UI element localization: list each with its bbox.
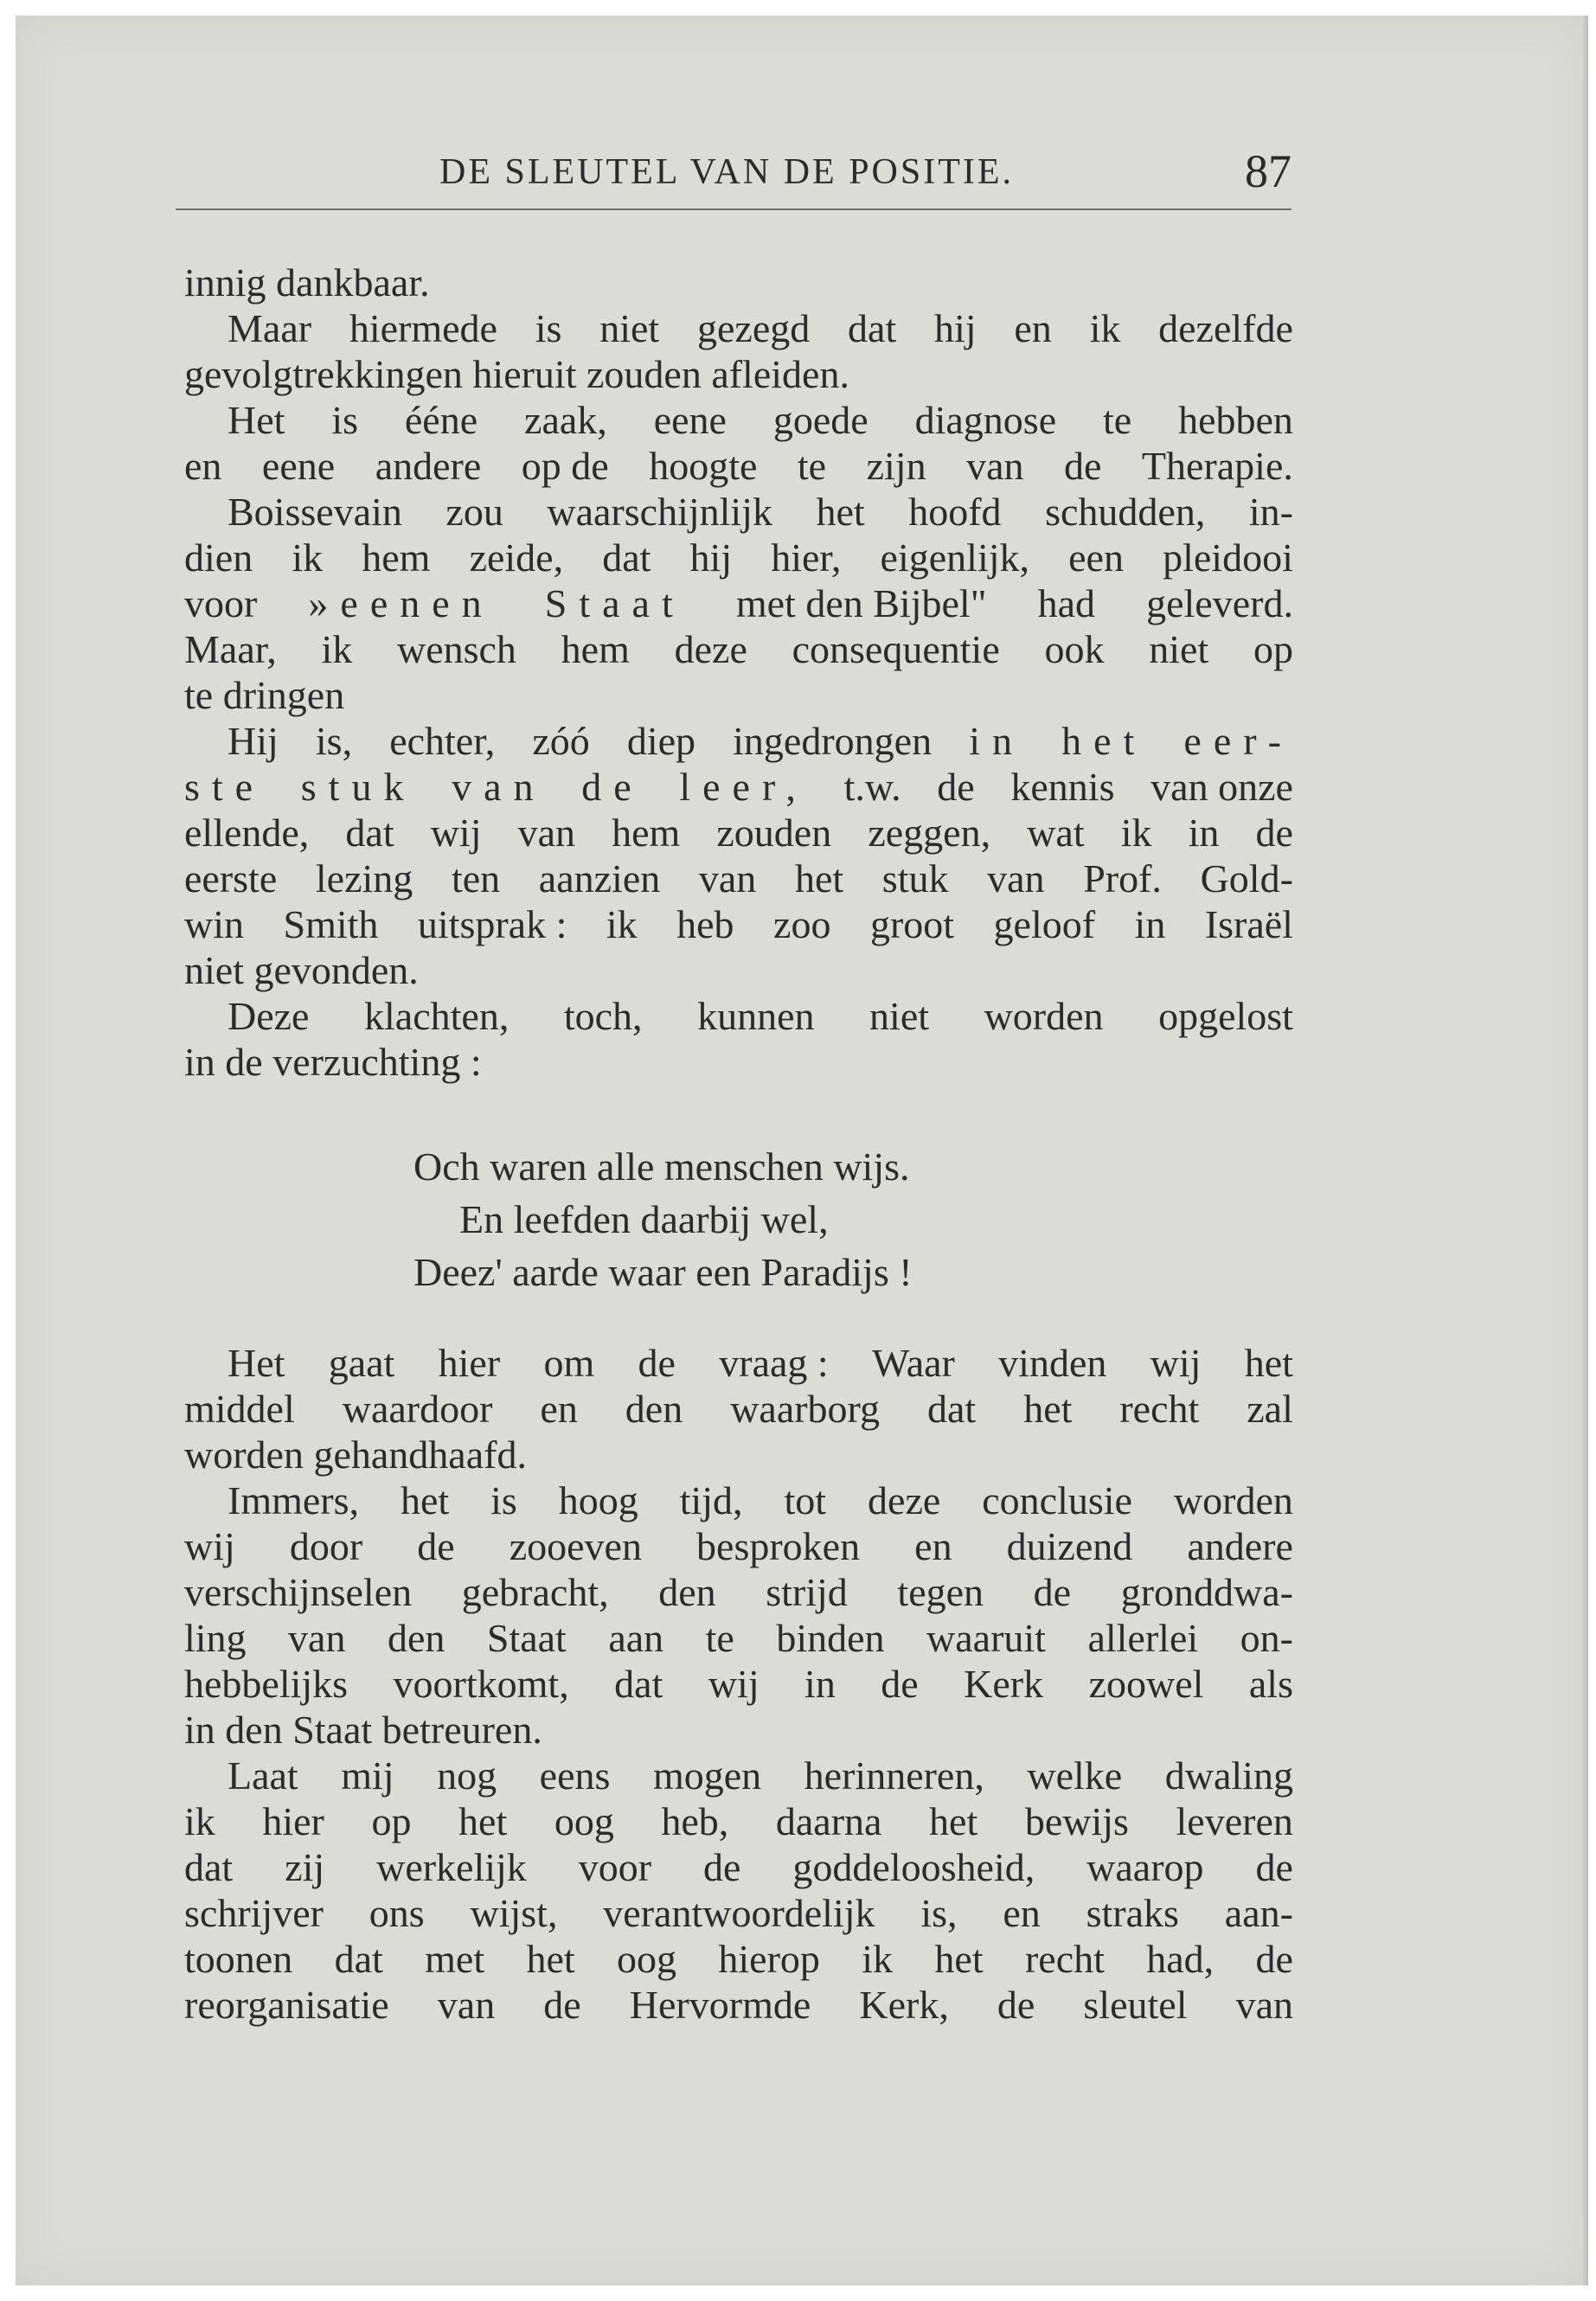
text-line — [184, 443, 1293, 489]
word: Kerk — [964, 1662, 1044, 1706]
word: geleverd. — [1146, 581, 1293, 625]
word: t.w. — [843, 765, 901, 809]
word: hoofd — [908, 490, 1002, 534]
word: eene — [653, 398, 727, 442]
text-line — [184, 626, 1293, 672]
word: hoog — [558, 1478, 638, 1522]
word: ling — [184, 1616, 247, 1660]
word: de — [1033, 1570, 1072, 1614]
word: gebracht, — [461, 1570, 609, 1614]
word: van — [1235, 1983, 1293, 2027]
word: te — [705, 1616, 734, 1660]
word: waarop — [1086, 1845, 1204, 1889]
word: Israël — [1204, 902, 1293, 946]
word: den — [658, 1570, 716, 1614]
word: binden — [776, 1616, 885, 1660]
word: Het — [228, 1341, 285, 1385]
paragraph — [184, 397, 1293, 489]
word: straks — [1086, 1891, 1179, 1935]
word: Smith — [283, 902, 379, 946]
word: ik — [1120, 811, 1152, 855]
word: van — [437, 1983, 496, 2027]
text-line — [184, 810, 1293, 856]
word: opgelost — [1158, 994, 1293, 1038]
paragraph — [184, 305, 1293, 397]
word: hij — [689, 535, 733, 580]
paragraph — [184, 260, 1293, 305]
word: het — [1244, 1341, 1293, 1385]
word: wensch — [396, 627, 516, 671]
word: de — [881, 1662, 919, 1706]
word: bewijs — [1024, 1799, 1129, 1843]
word: de — [1064, 444, 1102, 488]
word: win — [184, 902, 244, 946]
word: ik — [1089, 306, 1121, 350]
word: waardoor — [342, 1387, 493, 1431]
word: geloof — [993, 902, 1096, 946]
word: deze — [674, 627, 747, 671]
word: allerlei — [1087, 1616, 1199, 1660]
verse-line: Och waren alle menschen wijs. — [413, 1144, 910, 1189]
word: hiermede — [349, 306, 497, 350]
word: de — [937, 765, 975, 809]
word: ons — [369, 1891, 425, 1935]
word: en — [1003, 1891, 1041, 1935]
word: op de — [521, 444, 609, 488]
word: hier — [262, 1799, 324, 1843]
word: gevolgtrekkingen hieruit zouden afleiden. — [184, 352, 849, 396]
word: diagnose — [914, 398, 1057, 442]
paragraph — [184, 1340, 1293, 1477]
word: zoo — [773, 902, 831, 946]
word: het — [816, 490, 865, 534]
word: stuk — [300, 765, 416, 809]
word: middel — [184, 1387, 295, 1431]
word: Therapie. — [1141, 444, 1293, 488]
word: het — [929, 1799, 978, 1843]
word: on- — [1240, 1616, 1293, 1660]
text-line — [184, 351, 1293, 397]
word: de — [638, 1341, 676, 1385]
word: »eenen — [308, 581, 494, 625]
word: en — [184, 444, 222, 488]
word: hem — [561, 627, 630, 671]
word: in- — [1248, 490, 1293, 534]
word: niet — [869, 994, 930, 1038]
word: om — [543, 1341, 595, 1385]
word: ingedrongen — [733, 719, 933, 763]
word: niet — [1149, 627, 1209, 671]
text-line — [184, 1936, 1293, 1982]
word: besproken — [696, 1524, 861, 1568]
word: ellende, — [184, 811, 310, 855]
word: tegen — [897, 1570, 984, 1614]
word: een — [1068, 535, 1124, 580]
paragraph — [184, 718, 1293, 993]
word: dat — [334, 1937, 383, 1981]
text-line — [184, 993, 1293, 1039]
word: innig dankbaar. — [184, 260, 430, 304]
book-page — [16, 16, 1588, 2285]
word: gaat — [328, 1341, 395, 1385]
word: het — [526, 1937, 575, 1981]
word: worden — [984, 994, 1104, 1038]
word: waaruit — [926, 1616, 1046, 1660]
word: het — [1061, 719, 1147, 763]
word: de — [1255, 1845, 1293, 1889]
word: schrijver — [184, 1891, 324, 1935]
word: de — [703, 1845, 741, 1889]
text-line — [184, 1982, 1293, 2028]
word: dien — [184, 535, 253, 580]
word: als — [1248, 1662, 1293, 1706]
word: zeggen, — [868, 811, 991, 855]
word: wij — [184, 1524, 235, 1568]
text-line — [184, 1340, 1293, 1386]
word: dat — [345, 811, 394, 855]
word: Maar — [228, 306, 312, 350]
text-line — [184, 1039, 1293, 1085]
word: recht — [1024, 1937, 1105, 1981]
word: Gold- — [1200, 856, 1293, 901]
word: Hij — [228, 719, 279, 763]
verse-line: En leefden daarbij wel, — [459, 1197, 829, 1241]
word: dwaling — [1164, 1753, 1293, 1798]
word: wij — [430, 811, 482, 855]
word: eigenlijk, — [880, 535, 1030, 580]
word: hierop — [718, 1937, 820, 1981]
word: stuk — [881, 856, 949, 901]
word: het — [934, 1937, 984, 1981]
word: niet — [599, 306, 660, 350]
paragraph — [184, 1753, 1293, 2028]
word: toonen — [184, 1937, 293, 1981]
word: is, — [315, 719, 353, 763]
word: schudden, — [1045, 490, 1206, 534]
word: zal — [1247, 1387, 1293, 1431]
word: Hervormde — [629, 1983, 811, 2027]
word: hem — [362, 535, 431, 580]
word: werkelijk — [376, 1845, 527, 1889]
word: zooeven — [509, 1524, 642, 1568]
word: lezing — [315, 856, 413, 901]
word: sleutel — [1083, 1983, 1188, 2027]
word: te — [1103, 398, 1132, 442]
word: hoogte — [649, 444, 758, 488]
word: zijn — [866, 444, 926, 488]
word: leveren — [1176, 1799, 1293, 1843]
word: voortkomt, — [393, 1662, 569, 1706]
word: ik — [292, 535, 324, 580]
word: voor — [578, 1845, 652, 1889]
word: de — [1255, 1937, 1293, 1981]
word: in de verzuchting : — [184, 1040, 482, 1084]
word: van — [698, 856, 757, 901]
page-number: 87 — [1245, 145, 1292, 197]
word: hij — [934, 306, 977, 350]
word: dezelfde — [1158, 306, 1293, 350]
word: reorganisatie — [184, 1983, 389, 2027]
word: gronddwa- — [1120, 1570, 1293, 1614]
word: het — [458, 1799, 508, 1843]
text-line — [184, 1386, 1293, 1432]
word: te — [797, 444, 827, 488]
word: van — [966, 444, 1024, 488]
word: waarborg — [730, 1387, 881, 1431]
text-line — [184, 718, 1293, 764]
word: diep — [626, 719, 696, 763]
word: niet gevonden. — [184, 948, 419, 992]
word: met — [425, 1937, 485, 1981]
word: deze — [868, 1478, 941, 1522]
word: klachten, — [364, 994, 510, 1038]
word: het — [794, 856, 844, 901]
word: leer, — [679, 765, 808, 809]
word: Prof. — [1083, 856, 1162, 901]
word: herinneren, — [804, 1753, 984, 1798]
word: eens — [539, 1753, 611, 1798]
word: zeide, — [469, 535, 564, 580]
word: zaak, — [524, 398, 607, 442]
paragraph — [184, 1477, 1293, 1753]
word: is, — [920, 1891, 958, 1935]
running-title: DE SLEUTEL VAN DE POSITIE. — [439, 152, 1015, 192]
text-line — [184, 1890, 1293, 1936]
word: hier, — [771, 535, 842, 580]
text-line — [184, 1753, 1293, 1798]
word: hebben — [1178, 398, 1293, 442]
word: goede — [772, 398, 869, 442]
page-header — [176, 141, 1292, 202]
paragraph — [184, 489, 1293, 718]
word: is — [490, 1478, 517, 1522]
text-line — [184, 580, 1293, 626]
word: Het — [228, 398, 285, 442]
word: dat — [602, 535, 651, 580]
word: welke — [1027, 1753, 1123, 1798]
word: Maar, — [184, 627, 277, 671]
word: ste — [184, 765, 266, 809]
header-rule — [176, 208, 1292, 210]
word: oog — [554, 1799, 614, 1843]
word: gezegd — [697, 306, 811, 350]
word: en — [540, 1387, 578, 1431]
word: den — [387, 1616, 445, 1660]
word: worden — [1173, 1478, 1293, 1522]
word: dat — [848, 306, 897, 350]
word: op — [1253, 627, 1293, 671]
word: tijd, — [679, 1478, 743, 1522]
word: oog — [617, 1937, 677, 1981]
word: ik — [184, 1799, 215, 1843]
word: daarna — [775, 1799, 882, 1843]
text-line — [184, 1798, 1293, 1844]
word: in — [804, 1662, 836, 1706]
word: wijst, — [470, 1891, 558, 1935]
word: tot — [784, 1478, 827, 1522]
word: is — [535, 306, 562, 350]
word: Staat — [544, 581, 685, 625]
text-line — [184, 1523, 1293, 1569]
word: mogen — [652, 1753, 762, 1798]
word: zou — [445, 490, 503, 534]
word: eer- — [1183, 719, 1293, 763]
verse-spacing — [184, 1298, 1293, 1340]
text-line — [184, 1432, 1293, 1477]
word: nog — [437, 1753, 497, 1798]
word: de — [581, 765, 644, 809]
text-line — [184, 260, 1293, 305]
word: andere — [1187, 1524, 1293, 1568]
word: in — [1134, 902, 1166, 946]
word: vinden — [998, 1341, 1107, 1385]
text-line — [184, 672, 1293, 718]
word: heb, — [661, 1799, 729, 1843]
word: van — [288, 1616, 346, 1660]
word: verschijnselen — [184, 1570, 413, 1614]
word: zoowel — [1088, 1662, 1204, 1706]
word: en — [914, 1524, 952, 1568]
word: toch, — [563, 994, 643, 1038]
word: andere — [375, 444, 482, 488]
text-line — [184, 535, 1293, 580]
word: hebbelijks — [184, 1662, 349, 1706]
word: dat — [614, 1662, 663, 1706]
word: Waar — [871, 1341, 955, 1385]
word: zouden — [716, 811, 832, 855]
text-line — [184, 1844, 1293, 1890]
word: op — [371, 1799, 412, 1843]
text-line — [184, 397, 1293, 443]
word: voor — [184, 581, 258, 625]
word: wij — [708, 1662, 760, 1706]
word: aan — [608, 1616, 664, 1660]
word: recht — [1119, 1387, 1200, 1431]
word: in — [1188, 811, 1220, 855]
word: de — [1255, 811, 1293, 855]
text-line — [184, 305, 1293, 351]
verse-line: Deez' aarde waar een Paradijs ! — [413, 1250, 913, 1294]
word: de — [417, 1524, 455, 1568]
word: van — [987, 856, 1045, 901]
word: ik — [606, 902, 638, 946]
word: het — [400, 1478, 450, 1522]
text-line — [184, 764, 1293, 810]
word: van onze — [1151, 765, 1293, 809]
word: te dringen — [184, 673, 345, 717]
page-edge — [1583, 16, 1588, 2285]
word: en — [1014, 306, 1052, 350]
word: wij — [1150, 1341, 1202, 1385]
text-line — [184, 1707, 1293, 1753]
word: in — [969, 719, 1024, 763]
word: de — [543, 1983, 581, 2027]
text-line — [184, 489, 1293, 535]
paragraph — [184, 993, 1293, 1085]
word: mij — [341, 1753, 394, 1798]
word: conclusie — [982, 1478, 1132, 1522]
word: consequentie — [792, 627, 1000, 671]
word: wat — [1027, 811, 1085, 855]
word: heb — [676, 902, 734, 946]
word: de — [997, 1983, 1035, 2027]
word: ik — [321, 627, 353, 671]
word: van — [517, 811, 575, 855]
word: met den Bijbel" — [735, 581, 987, 625]
word: strijd — [766, 1570, 848, 1614]
word: ik — [862, 1937, 894, 1981]
word: had — [1037, 581, 1095, 625]
word: door — [289, 1524, 363, 1568]
word: Kerk, — [859, 1983, 949, 2027]
word: kennis — [1010, 765, 1115, 809]
word: goddeloosheid, — [792, 1845, 1035, 1889]
word: dat — [184, 1845, 234, 1889]
text-line — [184, 1477, 1293, 1523]
word: aan- — [1224, 1891, 1293, 1935]
text-line — [184, 1661, 1293, 1707]
word: ook — [1044, 627, 1105, 671]
text-line — [184, 1615, 1293, 1661]
word: hem — [612, 811, 681, 855]
text-line — [184, 901, 1293, 947]
word: is — [331, 398, 358, 442]
word: groot — [869, 902, 955, 946]
verse-spacing — [184, 1085, 1293, 1140]
word: uitsprak : — [417, 902, 567, 946]
word: aanzien — [538, 856, 661, 901]
text-line — [184, 1569, 1293, 1615]
page-body — [184, 260, 1293, 2028]
word: waarschijnlijk — [547, 490, 772, 534]
word: dat — [927, 1387, 977, 1431]
word: ten — [451, 856, 501, 901]
word: in den Staat betreuren. — [184, 1708, 542, 1752]
text-line — [184, 856, 1293, 901]
word: kunnen — [697, 994, 815, 1038]
word: den — [625, 1387, 683, 1431]
word: duizend — [1006, 1524, 1133, 1568]
word: van — [452, 765, 546, 809]
word: verantwoordelijk — [603, 1891, 875, 1935]
word: zij — [285, 1845, 325, 1889]
word: hier — [438, 1341, 501, 1385]
word: echter, — [389, 719, 496, 763]
word: had, — [1146, 1937, 1215, 1981]
word: Deze — [228, 994, 310, 1038]
text-line — [184, 947, 1293, 993]
word: ééne — [404, 398, 478, 442]
word: eene — [261, 444, 336, 488]
word: Boissevain — [228, 490, 402, 534]
word: Laat — [228, 1753, 298, 1798]
word: Immers, — [228, 1478, 360, 1522]
word: vraag : — [719, 1341, 829, 1385]
word: worden gehandhaafd. — [184, 1433, 527, 1477]
word: zóó — [532, 719, 590, 763]
word: eerste — [184, 856, 278, 901]
word: het — [1023, 1387, 1073, 1431]
word: pleidooi — [1163, 535, 1293, 580]
word: Staat — [486, 1616, 567, 1660]
